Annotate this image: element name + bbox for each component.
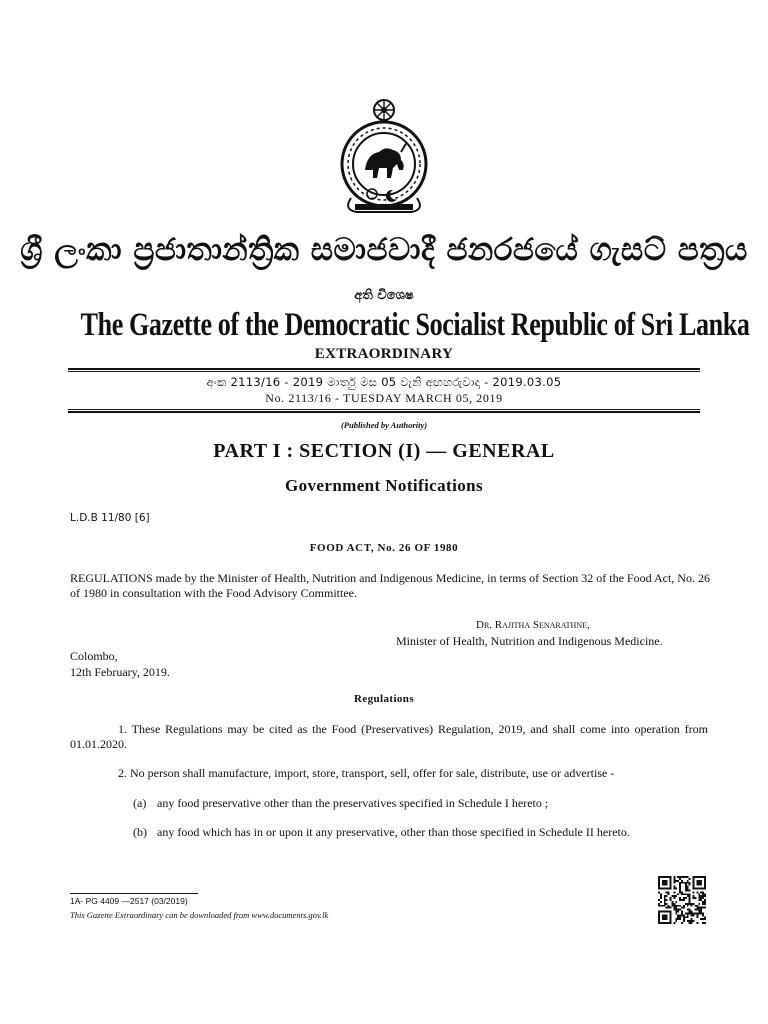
print-code: 1A- PG 4409 —2517 (03/2019)	[70, 896, 188, 906]
sri-lanka-state-emblem-icon	[335, 98, 433, 216]
part-heading: PART I : SECTION (I) — GENERAL	[213, 440, 555, 462]
signatory-title: Minister of Health, Nutrition and Indigenous Medicine.	[396, 634, 663, 648]
reference-number: L.D.B 11/80 [6]	[70, 512, 150, 524]
gazette-title-sinhala: ශ්‍රී ලංකා ප්‍රජාතාන්ත්‍රික සමාජවාදී ජනරජයේ ගැසට් පත්‍රය	[20, 232, 748, 268]
list-item-marker: (b)	[133, 825, 147, 839]
act-title: FOOD ACT, No. 26 OF 1980	[309, 542, 459, 554]
download-note: This Gazette Extraordinary can be downloaded from www.documents.gov.lk	[70, 910, 329, 920]
section-heading: Government Notifications	[285, 476, 483, 495]
regulations-heading: Regulations	[353, 693, 415, 705]
intro-paragraph: REGULATIONS made by the Minister of Health, Nutrition and Indigenous Medicine, in terms of Section 32 of the Food Act, No. 26 of 1980 in consultation with the Food Advisory Committee.	[70, 571, 710, 600]
footer-rule	[70, 893, 198, 894]
place: Colombo,	[70, 649, 118, 663]
issue-line: No. 2113/16 - TUESDAY MARCH 05, 2019	[265, 391, 503, 405]
qr-code-icon	[658, 876, 706, 924]
header-rule	[68, 411, 700, 413]
clause-2: 2. No person shall manufacture, import, store, transport, sell, offer for sale, distribute, use or advertise -	[118, 766, 615, 780]
list-item-marker: (a)	[133, 796, 147, 810]
list-item: any food preservative other than the preservatives specified in Schedule I hereto ;	[157, 796, 549, 810]
list-item: any food which has in or upon it any preservative, other than those specified in Schedule II hereto.	[157, 825, 630, 839]
signatory-name: Dr. Rajitha Senarathne,	[476, 619, 590, 631]
clause-1: 1. These Regulations may be cited as the Food (Preservatives) Regulation, 2019, and shall come into operation from 01.01.2020.	[70, 722, 708, 751]
header-rule	[68, 368, 700, 370]
gazette-title-english: The Gazette of the Democratic Socialist Republic of Sri Lanka	[80, 307, 750, 343]
header-rule	[68, 371, 700, 372]
published-by-authority: (Published by Authority)	[340, 420, 428, 430]
header-rule	[68, 409, 700, 410]
date: 12th February, 2019.	[70, 665, 170, 679]
issue-line-sinhala: අංක 2113/16 - 2019 මාර්තු මස 05 වැනි අඟහරුවාදා - 2019.03.05	[206, 375, 562, 389]
extraordinary-label-sinhala: අති විශෙෂ	[354, 288, 414, 303]
extraordinary-label: EXTRAORDINARY	[314, 346, 454, 362]
